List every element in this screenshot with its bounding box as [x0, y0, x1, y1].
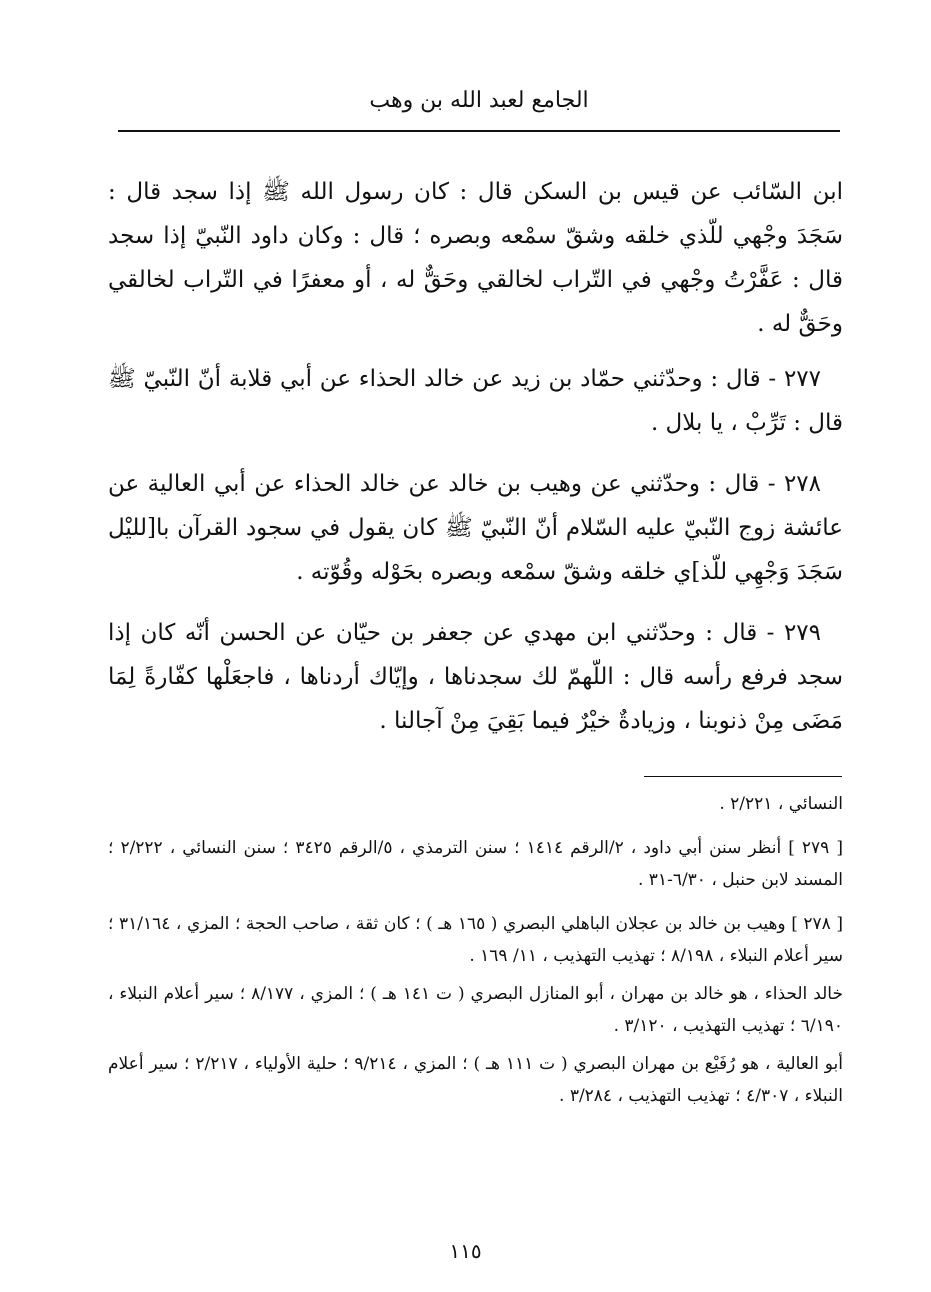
main-text [108, 170, 843, 743]
running-title: الجامع لعبد الله بن وهب [369, 88, 589, 113]
page-number: ١١٥ [449, 1239, 482, 1263]
footnote-rule [644, 776, 842, 777]
footnotes [108, 788, 843, 1112]
footnote-abu-al-aliya: أبو العالية ، هو رُفَيْع بن مهران البصري ( ت ١١١ هـ ) ؛ المزي ، ٩/٢١٤ ؛ حلية الأولياء ، ٢/٢١٧ ؛ سير أعلام النبلاء ، ٤/٣٠٧ ؛ تهذيب التهذيب ، ٣/٢٨٤ . [108, 1054, 844, 1106]
footnote-278: [ ٢٧٨ ] وهيب بن خالد بن عجلان الباهلي البصري ( ١٦٥ هـ ) ؛ كان ثقة ، صاحب الحجة ؛ المزي ، ٣١/١٦٤ ؛ سير أعلام النبلاء ، ٨/١٩٨ ؛ تهذيب التهذيب ، ١١/ ١٦٩ . [108, 914, 844, 966]
paragraph-279: ٢٧٩ - قال : وحدّثني ابن مهدي عن جعفر بن حيّان عن الحسن أنّه كان إذا سجد فرفع رأسه قال : اللّهمّ لك سجدناها ، وإيّاك أردناها ، فاجعَلْها كفّارةً لِمَا مَضَى مِنْ ذنوبنا ، وزيادةٌ خيْرٌ فيما بَقِيَ مِنْ آجالنا . [108, 620, 843, 734]
paragraph-continuation: ابن السّائب عن قيس بن السكن قال : كان رسول الله ﷺ إذا سجد قال : سَجَدَ وجْهي للّذي خلقه وشقّ سمْعه وبصره ؛ قال : وكان داود النّبيّ إذا سجد قال : عَفَّرْتُ وجْهي في التّراب لخالقي وحَقٌّ له ، أو معفرًا في التّراب لخالقي وحَقٌّ له . [108, 179, 843, 337]
footnote-279: [ ٢٧٩ ] أنظر سنن أبي داود ، ٢/الرقم ١٤١٤ ؛ سنن الترمذي ، ٥/الرقم ٣٤٢٥ ؛ سنن النسائي ، ٢/٢٢٢ ؛ المسند لابن حنبل ، ٦/٣٠-٣١ . [108, 838, 843, 890]
footnote-continuation: النسائي ، ٢/٢٢١ . [719, 794, 843, 814]
footnote-khalid-al-hadhdha: خالد الحذاء ، هو خالد بن مهران ، أبو المنازل البصري ( ت ١٤١ هـ ) ؛ المزي ، ٨/١٧٧ ؛ سير أعلام النبلاء ، ٦/١٩٠ ؛ تهذيب التهذيب ، ٣/١٢٠ . [108, 984, 843, 1036]
paragraph-278: ٢٧٨ - قال : وحدّثني عن وهيب بن خالد عن خالد الحذاء عن أبي العالية عن عائشة زوج النّبيّ عليه السّلام أنّ النّبيّ ﷺ كان يقول في سجود القرآن با[لليْل سَجَدَ وَجْهِي للّذ]ي خلقه وشقّ سمْعه وبصره بحَوْله وقُوّته . [108, 471, 843, 585]
header-rule [118, 130, 840, 132]
paragraph-277: ٢٧٧ - قال : وحدّثني حمّاد بن زيد عن خالد الحذاء عن أبي قلابة أنّ النّبيّ ﷺ قال : تَرِّبْ ، يا بلال . [108, 366, 843, 436]
